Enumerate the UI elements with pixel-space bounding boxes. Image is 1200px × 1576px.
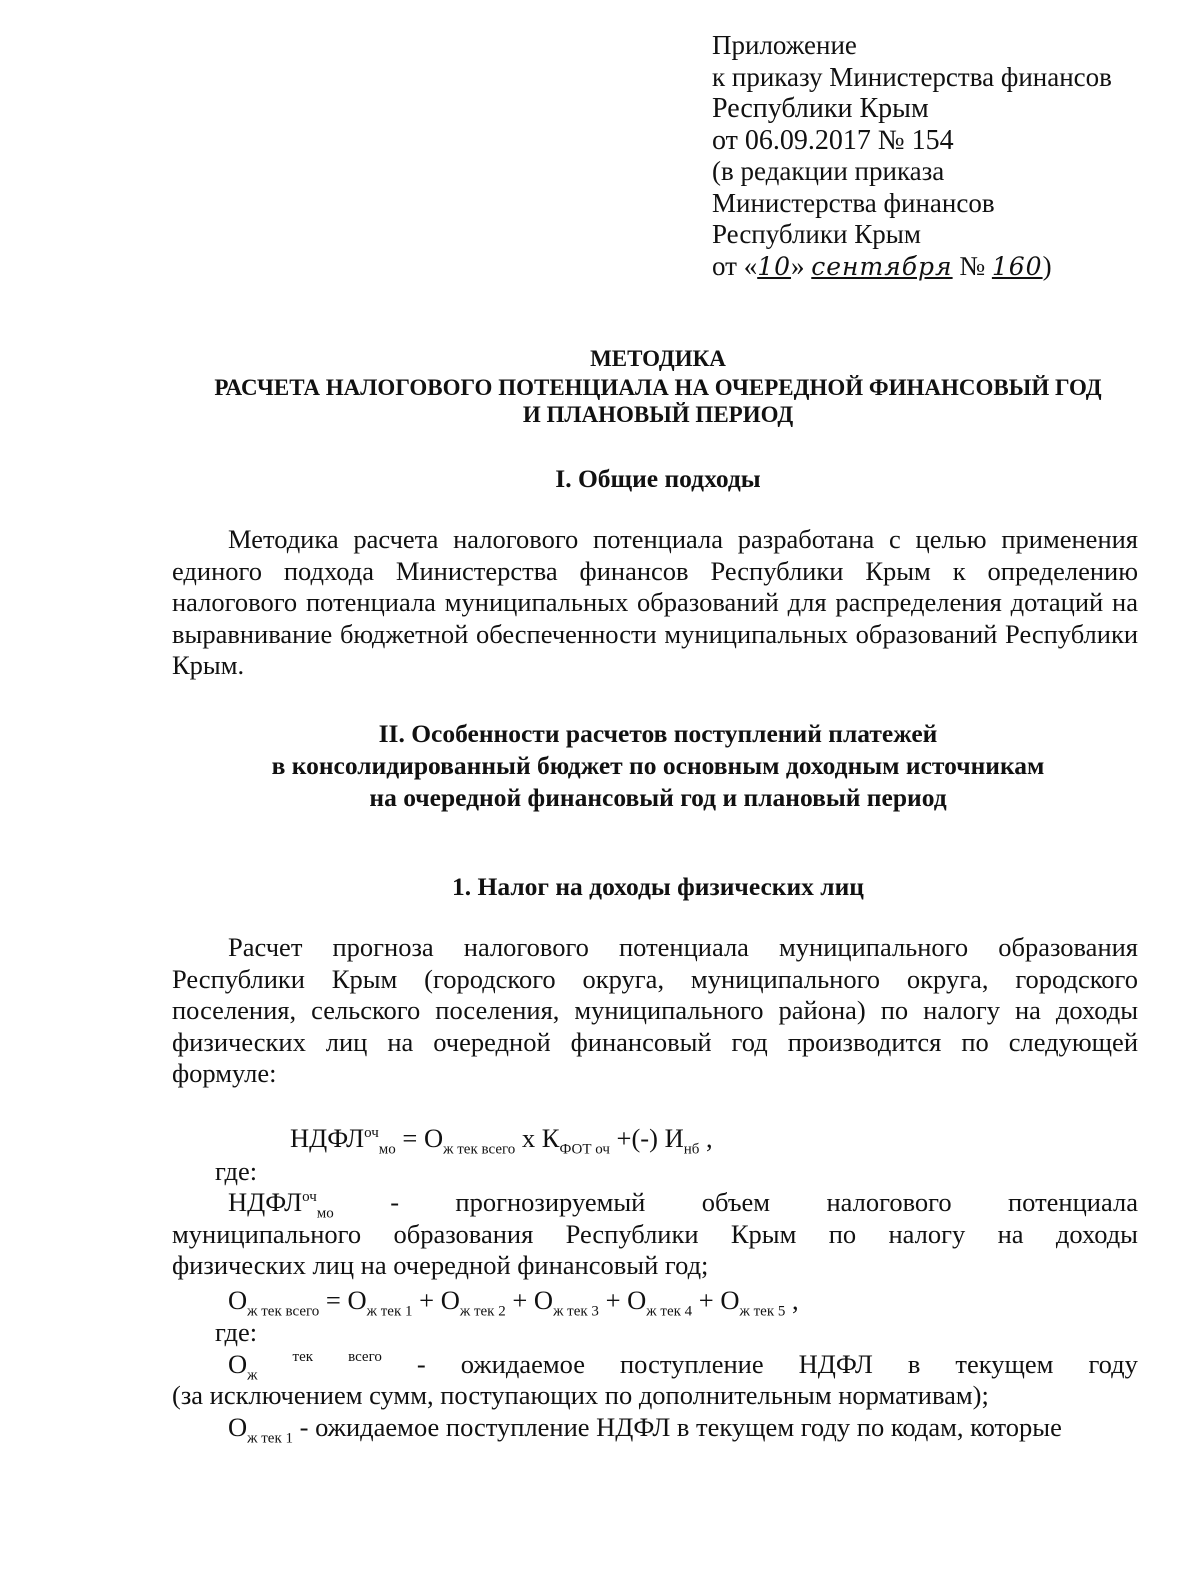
definition-dash: - — [416, 1349, 426, 1379]
annex-block — [712, 30, 1172, 282]
definition-word: в — [907, 1349, 921, 1379]
formula-sub: ж тек 5 — [739, 1303, 786, 1320]
formula-total — [228, 1285, 799, 1320]
where-label: где: — [215, 1156, 258, 1186]
definition-dash: - — [390, 1187, 400, 1217]
formula-operator: + — [412, 1285, 441, 1315]
formula-operator: = — [395, 1123, 424, 1153]
formula-sub: ж тек 1 — [366, 1303, 413, 1320]
handwritten-number: 160 — [991, 251, 1043, 281]
term-sub: тек — [292, 1349, 314, 1365]
formula-sub: ж тек 3 — [553, 1303, 599, 1320]
formula-symbol: К — [541, 1123, 560, 1153]
annex-date-line — [712, 251, 1172, 283]
definition-word: потенциала — [1008, 1187, 1138, 1217]
paragraph-text: Расчет прогноза налогового потенциала муниципального образования Республики Крым (городского округа, муниципального округа, городского поселения, сельского поселения, муниципального района) по налогу на доходы физических лиц на очередной финансовый год производится по следующей формуле: — [172, 932, 1138, 1088]
annex-line: к приказу Министерства финансов — [712, 61, 1112, 92]
definition-line — [172, 1219, 1138, 1250]
annex-date-prefix: от « — [712, 250, 758, 281]
definition-word: ожидаемое — [460, 1349, 585, 1379]
formula-symbol: И — [664, 1123, 684, 1153]
formula-symbol: НДФЛ — [290, 1123, 365, 1153]
handwritten-day: 10 — [757, 251, 792, 281]
definition-line: физических лиц на очередной финансовый год; — [172, 1250, 709, 1280]
doc-title-line3: И ПЛАНОВЫЙ ПЕРИОД — [522, 402, 794, 427]
section-heading-line2: в консолидированный бюджет по основным доходным источникам — [271, 751, 1045, 780]
annex-date-end: ) — [1042, 250, 1052, 281]
formula-sub: ж тек 2 — [459, 1303, 506, 1320]
term-symbol: О — [228, 1412, 248, 1442]
formula-sub: ФОТ оч — [559, 1141, 610, 1158]
formula-symbol: О — [720, 1285, 740, 1315]
section-heading: II. Особенности расчетов поступлений платежей — [378, 719, 938, 748]
formula-sup: оч — [364, 1125, 379, 1142]
definition-word: объем — [701, 1187, 771, 1217]
term-sub: ж — [247, 1367, 258, 1384]
subsection-heading: 1. Налог на доходы физических лиц — [452, 872, 864, 901]
formula-operator: , — [785, 1285, 799, 1315]
definition-line — [228, 1187, 1138, 1222]
definition-text: муниципального образования Республики Крым по налогу на доходы — [172, 1219, 1138, 1249]
formula-sub: ж тек всего — [443, 1141, 516, 1158]
doc-title: МЕТОДИКА — [590, 346, 726, 371]
definition-word: налогового — [826, 1187, 952, 1217]
doc-title-line2: РАСЧЕТА НАЛОГОВОГО ПОТЕНЦИАЛА НА ОЧЕРЕДНОЙ ФИНАНСОВЫЙ ГОД — [214, 375, 1102, 400]
definition-text: - ожидаемое поступление НДФЛ в текущем году по кодам, которые — [293, 1412, 1062, 1442]
formula-operator: +(-) — [609, 1123, 665, 1153]
term-symbol: О — [228, 1349, 248, 1379]
formula-symbol: О — [440, 1285, 460, 1315]
formula-symbol: О — [228, 1285, 248, 1315]
annex-date-mid: » — [791, 250, 812, 281]
definition-word: году — [1088, 1349, 1138, 1379]
paragraph — [172, 932, 1138, 1090]
annex-number-sign: № — [952, 250, 992, 281]
formula-sub: ж тек 4 — [646, 1303, 693, 1320]
formula-symbol: О — [627, 1285, 647, 1315]
formula-operator: + — [692, 1285, 721, 1315]
formula-operator: х — [515, 1123, 542, 1153]
definition-line: (за исключением сумм, поступающих по дополнительным нормативам); — [172, 1380, 989, 1410]
annex-line: Министерства финансов — [712, 187, 995, 218]
formula-sub: мо — [378, 1141, 396, 1158]
formula-sub: нб — [683, 1141, 700, 1158]
paragraph-text: Методика расчета налогового потенциала разработана с целью применения единого подхода Министерства финансов Республики Крым к определению налогового потенциала муниципальных образований для распределения дотаций на выравнивание бюджетной обеспеченности муниципальных образований Республики Крым. — [172, 524, 1138, 680]
definition-word: прогнозируемый — [455, 1187, 646, 1217]
definition-term — [228, 1349, 258, 1384]
formula-ndfl — [290, 1123, 713, 1158]
formula-operator: = — [319, 1285, 348, 1315]
definition-word: текущем — [955, 1349, 1054, 1379]
definition-word: поступление — [620, 1349, 764, 1379]
annex-line: (в редакции приказа — [712, 156, 945, 186]
term-sub: ж тек 1 — [247, 1430, 294, 1447]
definition-term — [228, 1187, 334, 1222]
term-symbol: НДФЛ — [228, 1187, 303, 1217]
section-heading: I. Общие подходы — [555, 464, 761, 493]
formula-symbol: О — [533, 1285, 554, 1315]
term-sub: мо — [316, 1205, 334, 1222]
formula-symbol: О — [347, 1285, 367, 1315]
definition-line — [228, 1412, 1138, 1447]
annex-line: Приложение — [712, 30, 857, 60]
definition-line — [228, 1349, 1138, 1384]
annex-line: Республики Крым — [712, 219, 921, 249]
annex-line: Республики Крым — [712, 93, 929, 124]
formula-operator: + — [505, 1285, 534, 1315]
formula-operator: + — [598, 1285, 628, 1315]
definition-word: НДФЛ — [798, 1349, 873, 1379]
annex-line: от 06.09.2017 № 154 — [712, 124, 954, 156]
section-heading-line3: на очередной финансовый год и плановый период — [369, 783, 947, 812]
term-sup: оч — [302, 1189, 317, 1206]
formula-symbol: О — [424, 1123, 444, 1153]
formula-sub: ж тек всего — [247, 1303, 320, 1320]
term-sub: всего — [348, 1349, 382, 1365]
paragraph — [172, 524, 1138, 682]
handwritten-month: сентября — [811, 251, 953, 281]
where-label: где: — [215, 1317, 258, 1347]
formula-operator: , — [699, 1123, 713, 1153]
